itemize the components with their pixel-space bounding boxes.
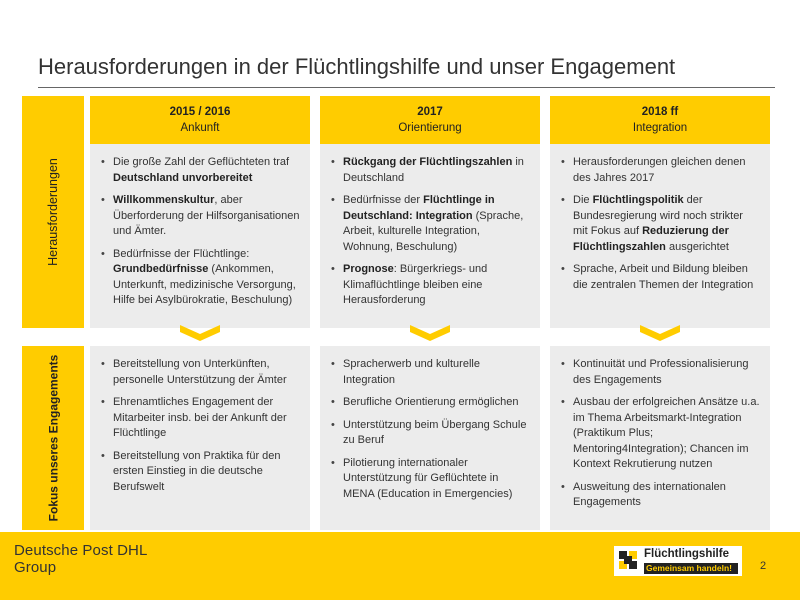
page-number: 2 bbox=[760, 560, 767, 572]
column-phase: Integration bbox=[632, 122, 688, 134]
badge-subtitle: Gemeinsam handeln! bbox=[644, 563, 738, 574]
page-title: Herausforderungen in der Flüchtlingshilfe und unser Engagement bbox=[38, 54, 676, 79]
column-year: 2015 / 2016 bbox=[169, 106, 231, 118]
list-item: • Die große Zahl der Geflüchteten traf Deutschland unvorbereitet bbox=[101, 155, 300, 186]
chevron-down-icon bbox=[180, 325, 220, 341]
flüchtlingshilfe-logo-icon bbox=[616, 548, 640, 574]
challenges-cell-2015 bbox=[90, 144, 310, 328]
column-phase: Ankunft bbox=[180, 122, 220, 134]
row-label-engagement-text: Fokus unseres Engagements bbox=[46, 354, 60, 522]
column-header-2017 bbox=[320, 96, 540, 144]
list-item: • Ausbau der erfolgreichen Ansätze u.a. im Thema Arbeitsmarkt-Integration (Praktikum Plus; Mentoring4Integration); Chancen im Kontext Rekrutierung nutzen bbox=[561, 395, 760, 473]
row-label-engagement bbox=[22, 346, 84, 530]
list-item: • Die Flüchtlingspolitik der Bundesregierung wird noch strikter mit Fokus auf Reduzierung der Flüchtlingszahlen ausgerichtet bbox=[561, 193, 760, 255]
challenges-cell-2018 bbox=[550, 144, 770, 328]
list-item: • Unterstützung beim Übergang Schule zu Beruf bbox=[331, 418, 530, 449]
list-item: • Sprache, Arbeit und Bildung bleiben die zentralen Themen der Integration bbox=[561, 262, 760, 293]
list-item: • Bedürfnisse der Flüchtlinge: Grundbedürfnisse (Ankommen, Unterkunft, medizinische Versorgung, Hilfe bei Asylbürokratie, Beschulung) bbox=[101, 247, 300, 309]
list-item: • Rückgang der Flüchtlingszahlen in Deutschland bbox=[331, 155, 530, 186]
row-label-challenges-text: Herausforderungen bbox=[46, 158, 60, 266]
engagement-cell-2018 bbox=[550, 346, 770, 530]
column-year: 2017 bbox=[417, 106, 443, 118]
column-phase: Orientierung bbox=[398, 122, 462, 134]
list-item: • Berufliche Orientierung ermöglichen bbox=[331, 395, 530, 411]
list-item: • Prognose: Bürgerkriegs- und Klimaflüchtlinge bleiben eine Herausforderung bbox=[331, 262, 530, 309]
engagement-cell-2015 bbox=[90, 346, 310, 530]
company-logo: Deutsche Post DHL Group bbox=[14, 542, 148, 576]
list-item: • Willkommenskultur, aber Überforderung der Hilfsorganisationen und Ämter. bbox=[101, 193, 300, 240]
list-item: • Pilotierung internationaler Unterstützung für Geflüchtete in MENA (Education in Emergencies) bbox=[331, 456, 530, 503]
list-item: • Kontinuität und Professionalisierung des Engagements bbox=[561, 357, 760, 388]
column-header-2015 bbox=[90, 96, 310, 144]
list-item: • Bedürfnisse der Flüchtlinge in Deutschland: Integration (Sprache, Arbeit, kulturelle Integration, Wohnung, Beschulung) bbox=[331, 193, 530, 255]
chevron-down-icon bbox=[410, 325, 450, 341]
list-item: • Ausweitung des internationalen Engagements bbox=[561, 480, 760, 511]
list-item: • Herausforderungen gleichen denen des Jahres 2017 bbox=[561, 155, 760, 186]
column-year: 2018 ff bbox=[641, 106, 679, 118]
chevron-down-icon bbox=[640, 325, 680, 341]
badge-title: Flüchtlingshilfe bbox=[644, 548, 729, 560]
list-item: • Bereitstellung von Praktika für den ersten Einstieg in die deutsche Berufswelt bbox=[101, 449, 300, 496]
list-item: • Spracherwerb und kulturelle Integration bbox=[331, 357, 530, 388]
engagement-cell-2017 bbox=[320, 346, 540, 530]
fluechtlingshilfe-badge bbox=[614, 546, 742, 576]
list-item: • Bereitstellung von Unterkünften, personelle Unterstützung der Ämter bbox=[101, 357, 300, 388]
challenges-cell-2017 bbox=[320, 144, 540, 328]
list-item: • Ehrenamtliches Engagement der Mitarbeiter insb. bei der Ankunft der Flüchtlinge bbox=[101, 395, 300, 442]
title-divider bbox=[38, 87, 775, 88]
column-header-2018 bbox=[550, 96, 770, 144]
row-label-challenges bbox=[22, 96, 84, 328]
